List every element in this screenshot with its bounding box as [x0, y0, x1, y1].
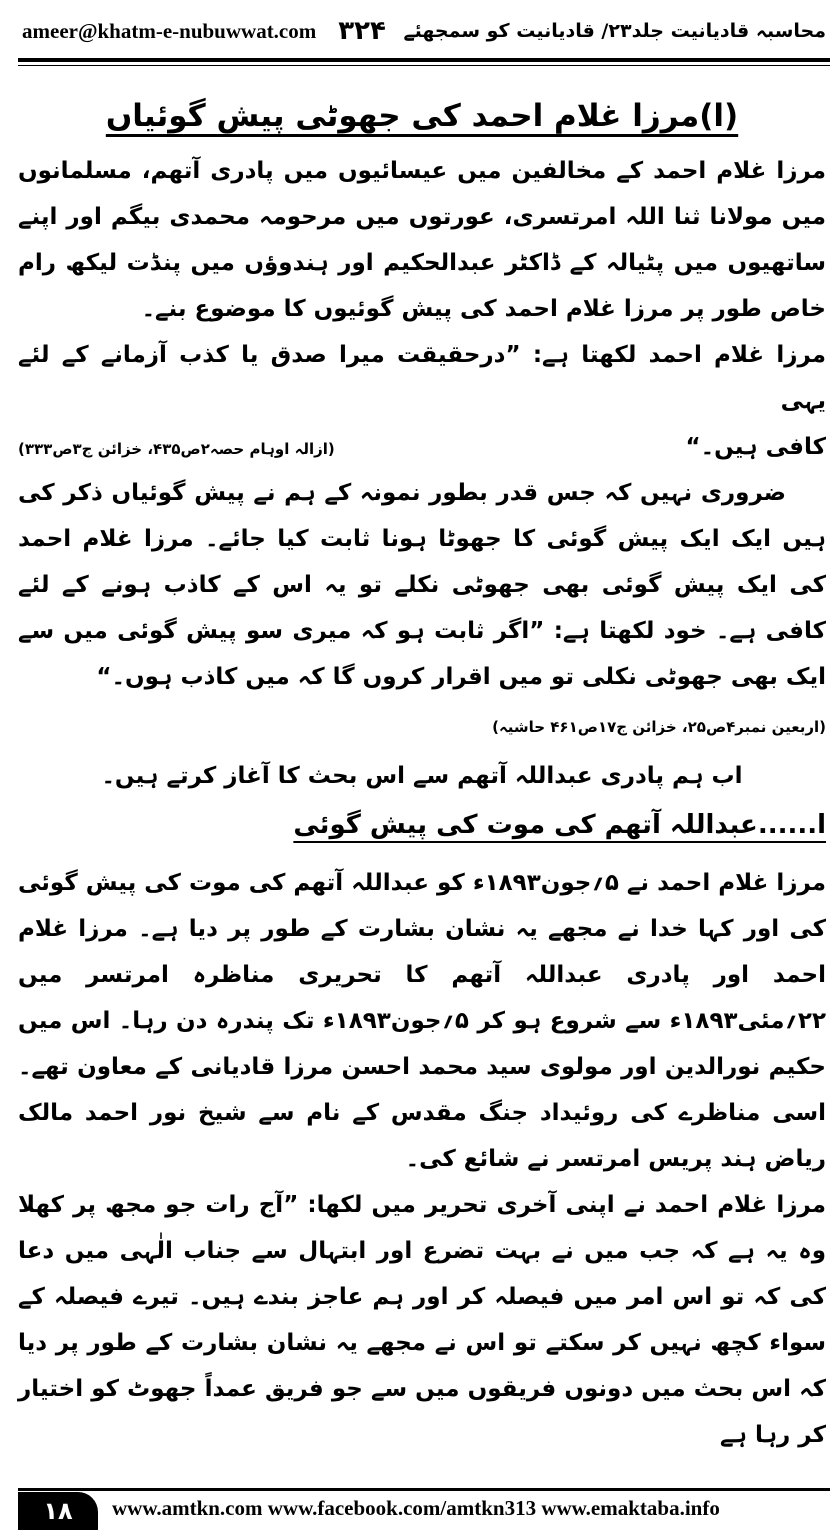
section-subheading	[18, 800, 826, 850]
footer-links: www.amtkn.com www.facebook.com/amtkn313 www.emaktaba.info	[112, 1496, 720, 1520]
header-rule-thick	[18, 58, 830, 62]
page-header	[22, 10, 826, 52]
page-content	[18, 86, 826, 1458]
section-subheading-text: ا......عبداللہ آتھم کی موت کی پیش گوئی	[293, 810, 826, 840]
page-footer	[18, 1488, 830, 1532]
paragraph-final-writing: مرزا غلام احمد نے اپنی آخری تحریر میں لکھا: ”آج رات جو مجھ پر کھلا وہ یہ ہے کہ جب میں نے بہت تضرع اور ابتہال سے جناب الٰہی میں دعا کی کہ تو اس امر میں فیصلہ کر اور ہم عاجز بندے ہیں۔ تیرے فیصلہ کے سواء کچھ نہیں کر سکتے تو اس نے مجھے یہ نشان بشارت کے طور پر دیا کہ اس بحث میں دونوں فریقوں میں سے جو فریق عمداً جھوٹ کو اختیار کر رہا ہے	[18, 1192, 826, 1448]
chapter-heading	[18, 86, 826, 148]
paragraph-argument: ضروری نہیں کہ جس قدر بطور نمونہ کے ہم نے پیش گوئیاں ذکر کی ہیں ایک ایک پیش گوئی کا جھوٹا ہونا ثابت کیا جائے۔ مرزا غلام احمد کی ایک پیش گوئی بھی جھوٹی نکلے تو یہ اس کے کاذب ہونے کے لئے کافی ہے۔ خود لکھتا ہے: ”اگر ثابت ہو کہ میری سو پیش گوئی میں سے ایک بھی جھوٹی نکلی تو میں اقرار کروں گا کہ میں کاذب ہوں۔“	[18, 480, 826, 690]
header-rule-thin	[18, 65, 830, 66]
quote-tail-row	[18, 424, 826, 470]
quote-tail-text: کافی ہیں۔“	[685, 434, 826, 460]
header-page-number: ۳۲۴	[338, 16, 386, 46]
chapter-heading-text: (ا)مرزا غلام احمد کی جھوٹی پیش گوئیاں	[105, 98, 739, 134]
footer-rule	[18, 1488, 830, 1491]
paragraph-quote-1: مرزا غلام احمد لکھتا ہے: ”درحقیقت میرا صدق یا کذب آزمانے کے لئے یہی	[18, 342, 826, 414]
reference-1: (ازالہ اوہام حصہ۲ص۴۳۵، خزائن ج۳ص۳۳۳)	[18, 440, 335, 458]
paragraph-intro: مرزا غلام احمد کے مخالفین میں عیسائیوں میں پادری آتھم، مسلمانوں میں مولانا ثنا اللہ امرتسری، عورتوں میں مرحومہ محمدی بیگم اور اپنے ساتھیوں میں پٹیالہ کے ڈاکٹر عبدالحکیم اور ہندوؤں میں پنڈت لیکھ رام خاص طور پر مرزا غلام احمد کی پیش گوئیوں کا موضوع بنے۔	[18, 158, 826, 322]
reference-2: (اربعین نمبر۴ص۲۵، خزائن ج۱۷ص۴۶۱ حاشیہ)	[492, 718, 826, 736]
footer-page-number: ۱۸	[18, 1492, 98, 1530]
paragraph-prophecy: مرزا غلام احمد نے ۵؍جون۱۸۹۳ء کو عبداللہ آتھم کی موت کی پیش گوئی کی اور کہا خدا نے مجھے یہ نشان بشارت کے طور پر دیا ہے۔ مرزا غلام احمد اور پادری عبداللہ آتھم کا تحریری مناظرہ امرتسر میں ۲۲؍مئی۱۸۹۳ء سے شروع ہو کر ۵؍جون۱۸۹۳ء تک پندرہ دن رہا۔ اس میں حکیم نورالدین اور مولوی سید محمد احسن مرزا قادیانی کے معاون تھے۔ اسی مناظرے کی روئیداد جنگ مقدس کے نام سے شیخ نور احمد مالک ریاض ہند پریس امرتسر نے شائع کی۔	[18, 870, 826, 1172]
header-left-group	[22, 16, 386, 46]
header-email: ameer@khatm-e-nubuwwat.com	[22, 18, 317, 43]
paragraph-transition: اب ہم پادری عبداللہ آتھم سے اس بحث کا آغاز کرتے ہیں۔	[101, 763, 743, 789]
header-running-title: محاسبہ قادیانیت جلد۲۳/ قادیانیت کو سمجھئے	[403, 20, 826, 42]
